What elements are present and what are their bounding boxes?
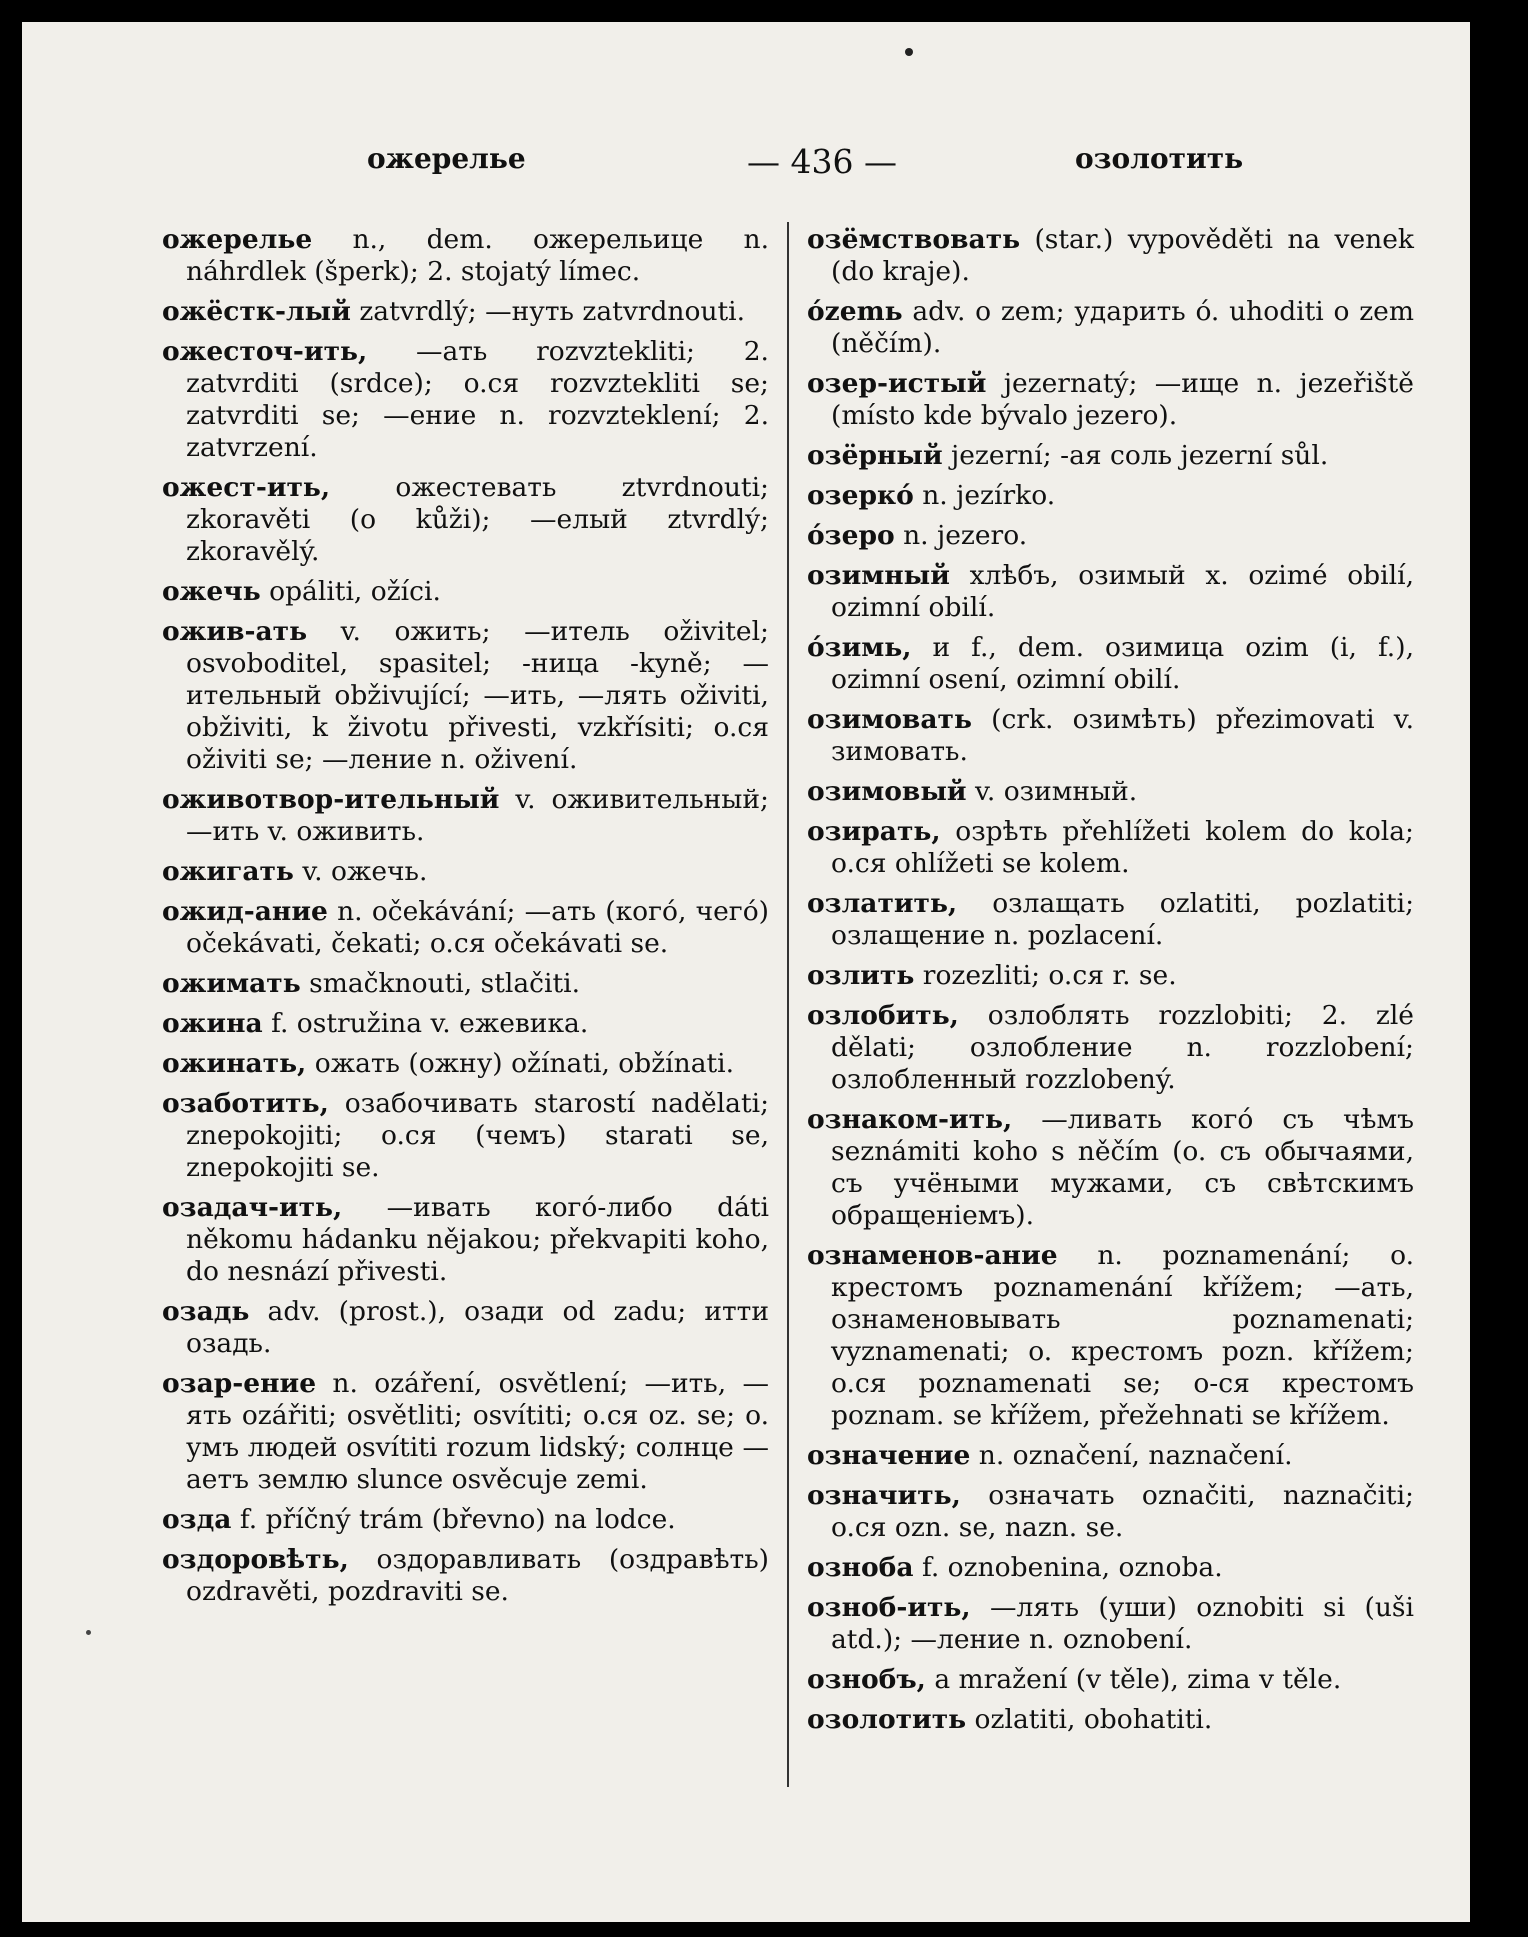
entry-headword: озда (162, 1504, 232, 1535)
entry-definition: озрѣть přehlížeti kolem do kola; o.ся ohlížeti se kolem. (831, 816, 1414, 879)
entry-definition: a mražení (v těle), zima v těle. (934, 1664, 1342, 1695)
entry-headword: оздоровѣть, (162, 1544, 349, 1575)
entry-definition: v. ожечь. (302, 856, 428, 887)
left-column (162, 224, 769, 1616)
dictionary-entry (807, 1664, 1414, 1696)
entry-headword: озлить (807, 960, 915, 991)
entry-definition: n. jezero. (903, 520, 1028, 551)
dictionary-entry (807, 1104, 1414, 1232)
entry-headword: озадач-ить, (162, 1192, 343, 1223)
entry-headword: озадь (162, 1296, 250, 1327)
entry-definition: opáliti, ožíci. (269, 576, 441, 607)
dictionary-entry (162, 1296, 769, 1360)
dictionary-entry (807, 1704, 1414, 1736)
entry-headword: означить, (807, 1480, 961, 1511)
page-number: — 436 — (747, 142, 897, 181)
dictionary-entry (162, 576, 769, 608)
dictionary-entry (162, 472, 769, 568)
entry-headword: озимный (807, 560, 950, 591)
entry-definition: n. očekávání; —ать (когó, чегó) očekávati, čekati; o.ся očekávati se. (186, 896, 769, 959)
entry-definition: и f., dem. озимица ozim (i, f.), ozimní osení, ozimní obilí. (831, 632, 1414, 695)
entry-headword: ózemь (807, 296, 903, 327)
dictionary-entry (162, 1544, 769, 1608)
entry-headword: ожерелье (162, 224, 313, 255)
entry-headword: оживотвор-ительный (162, 784, 500, 815)
entry-headword: озеркó (807, 480, 914, 511)
dictionary-entry (162, 968, 769, 1000)
entry-definition: (crk. озимѣть) přezimovati v. зимовать. (831, 704, 1414, 767)
dictionary-entry (807, 368, 1414, 432)
entry-headword: озар-ение (162, 1368, 317, 1399)
dictionary-entry (162, 296, 769, 328)
dictionary-entry (162, 896, 769, 960)
dictionary-entry (807, 960, 1414, 992)
dictionary-entry (162, 1048, 769, 1080)
entry-definition: v. ожить; —итель oživitel; osvoboditel, spasitel; -ница -kyně; —ительный obživující; —ить, —лять oživiti, obživiti, k životu přivesti, vzkřísiti; o.ся oživiti se; —ление n. oživení. (186, 616, 769, 775)
entry-headword: ознобъ, (807, 1664, 926, 1695)
entry-headword: ожив-ать (162, 616, 308, 647)
entry-definition: v. оживительный; —ить v. оживить. (186, 784, 769, 847)
entry-definition: ожать (ожну) ožínati, obžínati. (314, 1048, 735, 1079)
entry-definition: adv. o zem; ударить ó. uhoditi o zem (něčím). (831, 296, 1414, 359)
entry-headword: озёмствовать (807, 224, 1021, 255)
dictionary-entry (162, 616, 769, 776)
entry-headword: ожид-ание (162, 896, 328, 927)
entry-definition: n. ozáření, osvětlení; —ить, —ять ozářiti; osvětliti; osvítiti; o.ся oz. se; o. умъ людей osvítiti rozum lidský; солнце —аетъ землю slunce osvěcuje zemi. (186, 1368, 769, 1495)
dictionary-entry (807, 1552, 1414, 1584)
entry-definition: n., dem. ожерельице n. náhrdlek (šperk); 2. stojatý límec. (186, 224, 769, 287)
dictionary-entry (807, 888, 1414, 952)
entry-definition: jezernatý; —ище n. jezeřiště (místo kde bývalo jezero). (831, 368, 1414, 431)
entry-definition: n. označení, naznačení. (978, 1440, 1293, 1471)
entry-headword: ознаменов-ание (807, 1240, 1058, 1271)
entry-headword: óзимь, (807, 632, 912, 663)
dictionary-entry (807, 1592, 1414, 1656)
entry-headword: óзеро (807, 520, 895, 551)
column-divider (787, 222, 789, 1787)
entry-definition: оздоравливать (оздравѣть) ozdravěti, pozdraviti se. (186, 1544, 769, 1607)
entry-definition: озлоблять rozzlobiti; 2. zlé dělati; озлобление n. rozzlobení; озлобленный rozzlobený. (831, 1000, 1414, 1095)
entry-headword: озолотить (807, 1704, 967, 1735)
dictionary-entry (807, 296, 1414, 360)
entry-headword: ожёстк-лый (162, 296, 351, 327)
dictionary-entry (162, 1192, 769, 1288)
entry-definition: n. poznamenání; o. крестомъ poznamenání křížem; —ать, ознаменовывать poznamenati; vyznamenati; o. крестомъ pozn. křížem; o.ся poznamenati se; o-ся крестомъ poznam. se křížem, přežehnati se křížem. (831, 1240, 1414, 1431)
dictionary-entry (807, 632, 1414, 696)
dictionary-page (22, 22, 1470, 1922)
entry-definition: n. jezírko. (922, 480, 1056, 511)
dictionary-entry (807, 560, 1414, 624)
dictionary-entry (807, 520, 1414, 552)
entry-definition: —ивать когó-либо dáti někomu hádanku nějakou; překvapiti koho, do nesnází přivesti. (186, 1192, 769, 1287)
entry-definition: озабочивать starostí nadělati; znepokojiti; o.ся (чемъ) starati se, znepokojiti se. (186, 1088, 769, 1183)
entry-headword: ознаком-ить, (807, 1104, 1013, 1135)
entry-headword: означение (807, 1440, 971, 1471)
entry-headword: ожигать (162, 856, 294, 887)
entry-headword: озимовый (807, 776, 967, 807)
margin-speck (86, 1630, 91, 1635)
entry-definition: означать označiti, naznačiti; o.ся ozn. se, nazn. se. (831, 1480, 1414, 1543)
dictionary-entry (162, 336, 769, 464)
entry-headword: ожечь (162, 576, 261, 607)
entry-definition: zatvrdlý; —нуть zatvrdnouti. (359, 296, 746, 327)
entry-definition: —лять (уши) oznobiti si (uši atd.); —ление n. oznobení. (831, 1592, 1414, 1655)
entry-definition: —ливать когó съ чѣмъ seznámiti koho s něčím (o. съ обычаями, съ учёными мужами, съ свѣтскимъ обращеніемъ). (831, 1104, 1414, 1231)
entry-headword: озирать, (807, 816, 941, 847)
entry-headword: озлатить, (807, 888, 958, 919)
entry-headword: озноб-ить, (807, 1592, 971, 1623)
entry-headword: ожинать, (162, 1048, 307, 1079)
dictionary-entry (807, 1440, 1414, 1472)
entry-headword: озимовать (807, 704, 972, 735)
entry-headword: ожесточ-ить, (162, 336, 368, 367)
entry-definition: озлащать ozlatiti, pozlatiti; озлащение n. pozlacení. (831, 888, 1414, 951)
header-left-guide-word: ожерелье (367, 142, 526, 175)
dictionary-entry (807, 1240, 1414, 1432)
dictionary-entry (807, 224, 1414, 288)
entry-definition: ожестевать ztvrdnouti; zkoravěti (o kůži); —елый ztvrdlý; zkoravělý. (186, 472, 769, 567)
entry-definition: f. oznobenina, oznoba. (921, 1552, 1223, 1583)
entry-definition: f. příčný trám (břevno) na lodce. (239, 1504, 676, 1535)
entry-headword: озёрный (807, 440, 943, 471)
entry-headword: ожимать (162, 968, 301, 999)
right-column (807, 224, 1414, 1744)
entry-headword: озлобить, (807, 1000, 959, 1031)
entry-headword: озер-истый (807, 368, 987, 399)
dictionary-entry (162, 1088, 769, 1184)
dictionary-entry (162, 1504, 769, 1536)
entry-headword: ожест-ить, (162, 472, 331, 503)
dictionary-entry (807, 704, 1414, 768)
entry-definition: v. озимный. (975, 776, 1138, 807)
entry-headword: ожина (162, 1008, 263, 1039)
entry-definition: (star.) vypověděti na venek (do kraje). (831, 224, 1414, 287)
dictionary-entry (807, 440, 1414, 472)
entry-definition: хлѣбъ, озимый х. ozimé obilí, ozimní obilí. (831, 560, 1414, 623)
entry-definition: ozlatiti, obohatiti. (974, 1704, 1213, 1735)
header-right-guide-word: озолотить (1075, 142, 1244, 175)
dictionary-entry (162, 1368, 769, 1496)
entry-definition: jezerní; -ая соль jezerní sůl. (951, 440, 1329, 471)
entry-definition: rozezliti; o.ся r. se. (922, 960, 1177, 991)
entry-headword: озноба (807, 1552, 914, 1583)
dictionary-entry (807, 776, 1414, 808)
entry-definition: —ать rozvztekliti; 2. zatvrditi (srdce); o.ся rozvztekliti se; zatvrditi se; —ение n. rozvzteklení; 2. zatvrzení. (186, 336, 769, 463)
entry-definition: adv. (prost.), озади od zadu; итти озадь. (186, 1296, 769, 1359)
entry-definition: smačknouti, stlačiti. (309, 968, 580, 999)
print-dot (905, 48, 913, 56)
dictionary-entry (807, 1000, 1414, 1096)
dictionary-entry (162, 1008, 769, 1040)
dictionary-entry (807, 1480, 1414, 1544)
dictionary-entry (807, 816, 1414, 880)
dictionary-entry (162, 224, 769, 288)
entry-headword: озаботить, (162, 1088, 329, 1119)
dictionary-entry (162, 784, 769, 848)
entry-definition: f. ostružina v. ежевика. (271, 1008, 589, 1039)
dictionary-entry (162, 856, 769, 888)
dictionary-entry (807, 480, 1414, 512)
